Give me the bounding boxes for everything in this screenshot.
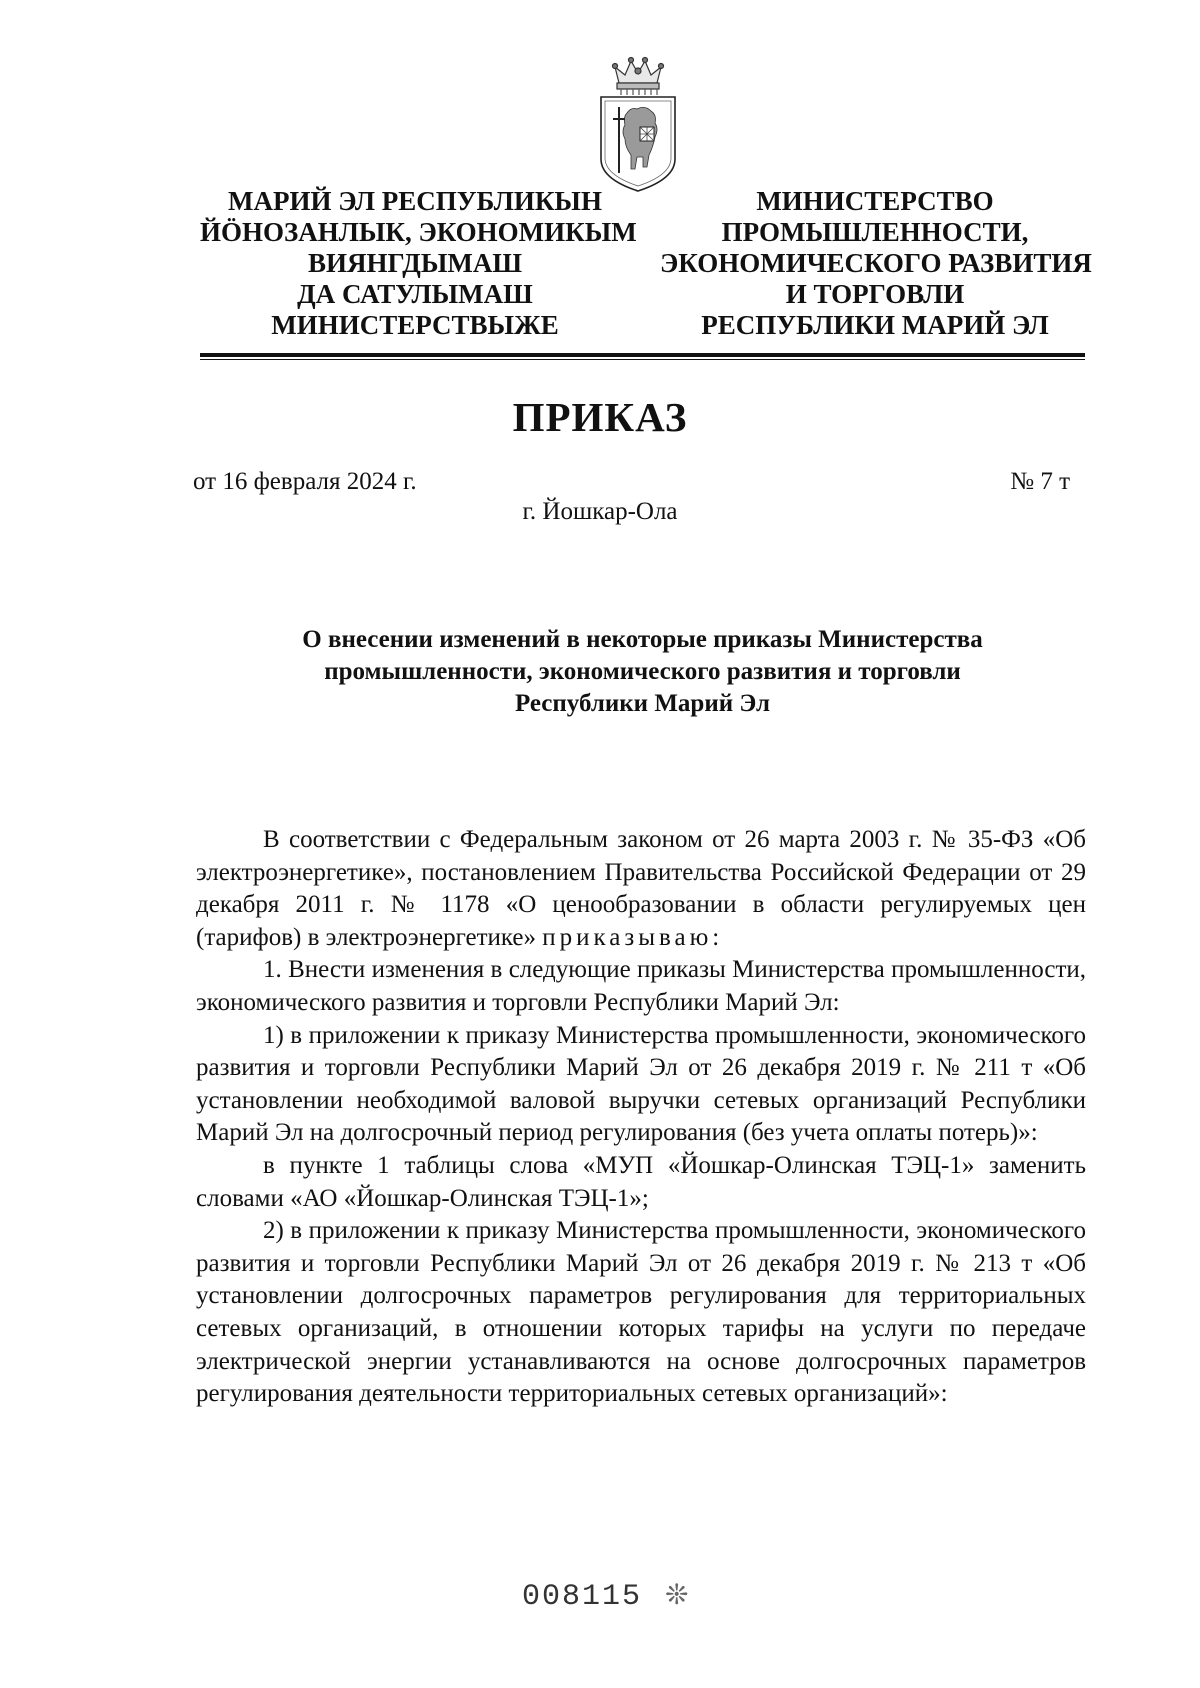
preamble-text: В соответствии с Федеральным законом от 26 марта 2003 г. № 35-ФЗ «Об электроэнергетике», постановлением Правительства Российской Федерации от 29 декабря 2011 г. № 1178 «О ценообразовании в области регулируемых цен (тарифов) в электроэнергетике» [196, 826, 1086, 951]
document-title [200, 624, 1085, 720]
form-serial-number: 008115 [522, 1580, 643, 1614]
body-paragraph: 2) в приложении к приказу Министерства промышленности, экономического развития и торговли Республики Марий Эл от 26 декабря 2019 г. № 213 т «Об установлении долгосрочных параметров регулирования для территориальных сетевых организаций, в отношении которых тарифы на услуги по передаче электрической энергии устанавливаются на основе долгосрочных параметров регулирования деятельности территориальных сетевых организаций»: [196, 1217, 1086, 1408]
header-right-line: ПРОМЫШЛЕННОСТИ, [721, 217, 1029, 247]
title-line: О внесении изменений в некоторые приказы Министерства [302, 626, 983, 653]
header-left-line: ЙӦНОЗАНЛЫК, ЭКОНОМИКЫМ [200, 217, 637, 247]
title-line: промышленности, экономического развития и торговли [324, 658, 961, 685]
header-right-line: МИНИСТЕРСТВО [756, 186, 994, 216]
document-date: от 16 февраля 2024 г. [193, 468, 417, 495]
header-divider [200, 353, 1085, 360]
ornament-mark-icon: ❊ [665, 1580, 689, 1611]
body-paragraph: 1. Внести изменения в следующие приказы Министерства промышленности, экономического развития и торговли Республики Марий Эл: [196, 956, 1086, 1016]
document-type-heading: ПРИКАЗ [512, 394, 688, 440]
header-left-line: ДА САТУЛЫМАШ [297, 279, 533, 309]
document-city: г. Йошкар-Ола [522, 498, 678, 525]
order-word: приказываю: [542, 923, 724, 951]
header-right-block [660, 186, 1090, 341]
header-right-line: РЕСПУБЛИКИ МАРИЙ ЭЛ [701, 310, 1049, 340]
header-left-block [200, 186, 637, 341]
header-left-line: МАРИЙ ЭЛ РЕСПУБЛИКЫН [228, 186, 602, 216]
title-line: Республики Марий Эл [514, 690, 771, 717]
divider-thin-line [200, 359, 1085, 360]
body-paragraph-preamble [196, 824, 1086, 954]
header-right-line: И ТОРГОВЛИ [785, 279, 965, 309]
body-paragraph: 1) в приложении к приказу Министерства промышленности, экономического развития и торговли Республики Марий Эл от 26 декабря 2019 г. № 211 т «Об установлении необходимой валовой выручки сетевых организаций Республики Марий Эл на долгосрочный период регулирования (без учета оплаты потерь)»: [196, 1021, 1086, 1147]
header-right-line: ЭКОНОМИЧЕСКОГО РАЗВИТИЯ [660, 248, 1092, 278]
coat-of-arms-icon [597, 55, 679, 195]
document-body [196, 824, 1086, 1411]
header-left-line: МИНИСТЕРСТВЫЖЕ [271, 310, 559, 340]
header-left-line: ВИЯНГДЫМАШ [307, 248, 523, 278]
divider-thick-line [200, 353, 1085, 357]
document-number: № 7 т [1010, 468, 1070, 495]
body-paragraph: в пункте 1 таблицы слова «МУП «Йошкар-Олинская ТЭЦ-1» заменить словами «АО «Йошкар-Олинская ТЭЦ-1»; [196, 1151, 1086, 1212]
